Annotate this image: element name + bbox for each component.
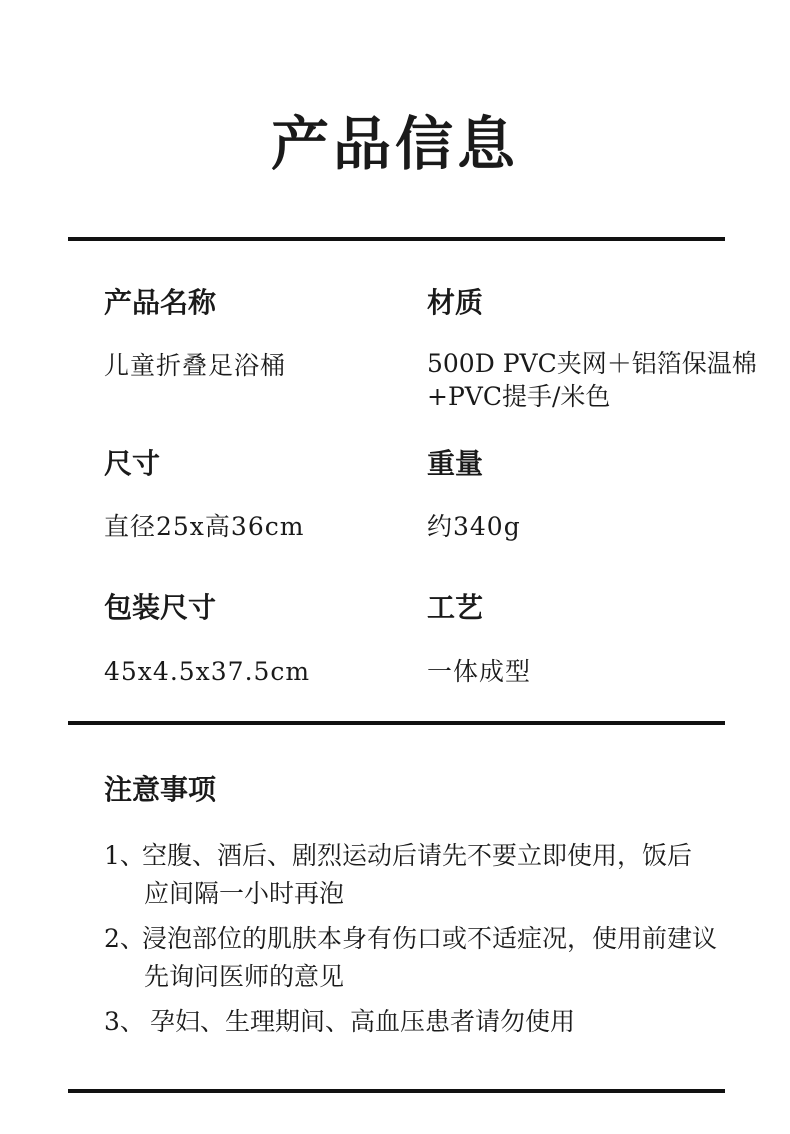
page-title: 产品信息 xyxy=(270,110,519,178)
notice-item-line2: 先询问医师的意见 xyxy=(144,962,345,991)
weight-label: 重量 xyxy=(427,447,484,480)
craft-value: 一体成型 xyxy=(427,657,532,686)
package-size-label: 包装尺寸 xyxy=(104,591,217,624)
middle-divider xyxy=(68,721,725,725)
material-value-line2: +PVC提手/米色 xyxy=(427,382,611,411)
notice-item-number: 3、 xyxy=(104,1007,145,1036)
notice-item xyxy=(104,1003,734,1041)
package-size-value: 45x4.5x37.5cm xyxy=(104,657,311,686)
notice-item-line1 xyxy=(104,1003,734,1041)
product-name-label: 产品名称 xyxy=(104,286,217,319)
notice-item-text: 孕妇、生理期间、高血压患者请勿使用 xyxy=(142,1007,575,1036)
notice-heading: 注意事项 xyxy=(104,773,217,806)
notice-item-text: 浸泡部位的肌肤本身有伤口或不适症况，使用前建议 xyxy=(142,924,718,953)
size-label: 尺寸 xyxy=(104,447,161,480)
size-value: 直径25x高36cm xyxy=(104,512,305,541)
top-divider xyxy=(68,237,725,241)
notice-item xyxy=(104,837,734,913)
notice-item-text: 空腹、酒后、剧烈运动后请先不要立即使用，饭后 xyxy=(142,841,693,870)
product-name-value: 儿童折叠足浴桶 xyxy=(104,351,287,380)
notice-item xyxy=(104,920,734,996)
notice-item-line1 xyxy=(104,837,734,875)
weight-value: 约340g xyxy=(427,512,521,541)
material-label: 材质 xyxy=(427,286,484,319)
notice-item-number: 2、 xyxy=(104,924,145,953)
material-value-line1: 500D PVC夹网＋铝箔保温棉 xyxy=(427,349,757,378)
notice-item-line2: 应间隔一小时再泡 xyxy=(144,879,345,908)
notice-item-line1 xyxy=(104,920,734,958)
notice-item-number: 1、 xyxy=(104,841,145,870)
craft-label: 工艺 xyxy=(427,591,484,624)
bottom-divider xyxy=(68,1089,725,1093)
